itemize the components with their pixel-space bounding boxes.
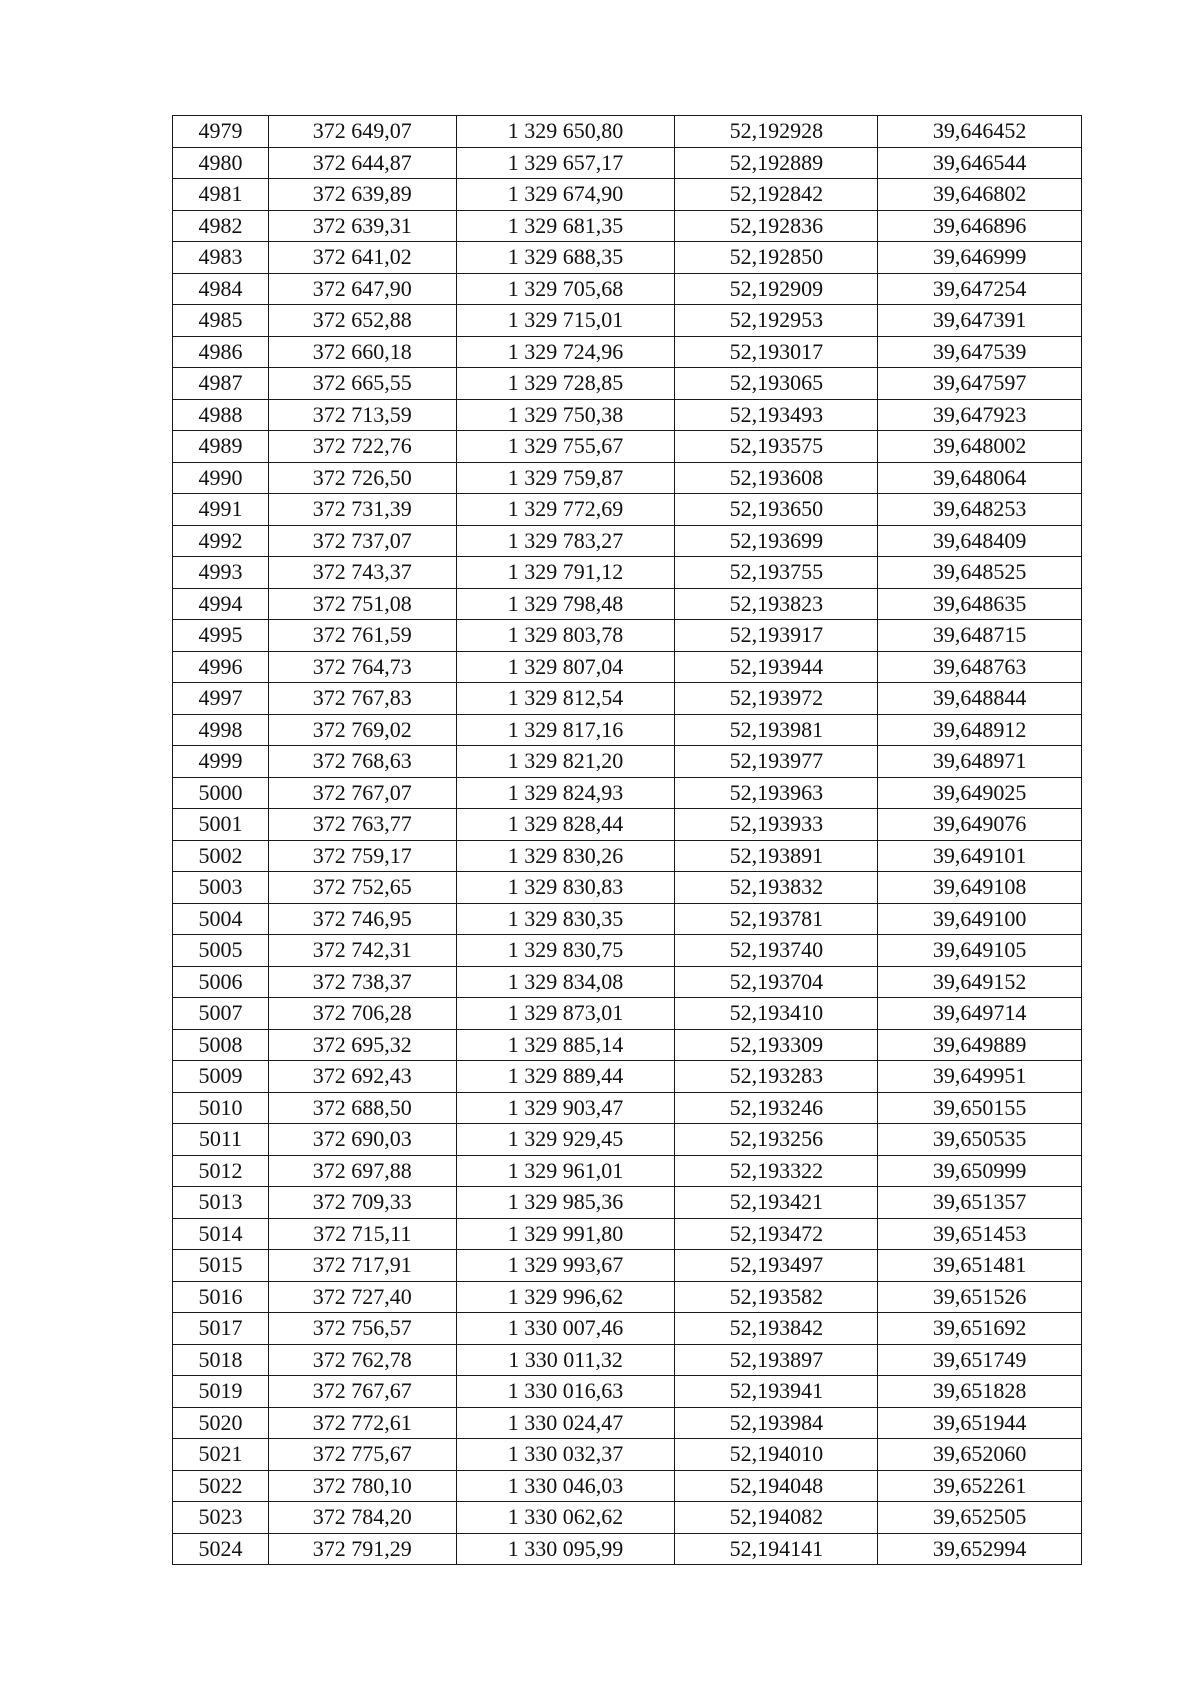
latitude-cell: 52,193897 [675, 1344, 878, 1376]
point-number-cell: 5015 [173, 1250, 269, 1282]
latitude-cell: 52,193699 [675, 525, 878, 557]
point-number-cell: 5011 [173, 1124, 269, 1156]
x-coordinate-cell: 372 784,20 [268, 1502, 456, 1534]
y-coordinate-cell: 1 329 705,68 [456, 273, 675, 305]
latitude-cell: 52,193322 [675, 1155, 878, 1187]
table-row [173, 462, 1082, 494]
x-coordinate-cell: 372 762,78 [268, 1344, 456, 1376]
latitude-cell: 52,193704 [675, 966, 878, 998]
longitude-cell: 39,647923 [878, 399, 1082, 431]
x-coordinate-cell: 372 697,88 [268, 1155, 456, 1187]
longitude-cell: 39,649100 [878, 903, 1082, 935]
point-number-cell: 4996 [173, 651, 269, 683]
latitude-cell: 52,193981 [675, 714, 878, 746]
x-coordinate-cell: 372 709,33 [268, 1187, 456, 1219]
x-coordinate-cell: 372 717,91 [268, 1250, 456, 1282]
point-number-cell: 5007 [173, 998, 269, 1030]
y-coordinate-cell: 1 329 991,80 [456, 1218, 675, 1250]
table-row [173, 651, 1082, 683]
x-coordinate-cell: 372 738,37 [268, 966, 456, 998]
y-coordinate-cell: 1 329 830,26 [456, 840, 675, 872]
y-coordinate-cell: 1 329 885,14 [456, 1029, 675, 1061]
x-coordinate-cell: 372 791,29 [268, 1533, 456, 1565]
longitude-cell: 39,651481 [878, 1250, 1082, 1282]
table-row [173, 809, 1082, 841]
latitude-cell: 52,193842 [675, 1313, 878, 1345]
point-number-cell: 5004 [173, 903, 269, 935]
longitude-cell: 39,651749 [878, 1344, 1082, 1376]
y-coordinate-cell: 1 329 759,87 [456, 462, 675, 494]
longitude-cell: 39,647539 [878, 336, 1082, 368]
latitude-cell: 52,193781 [675, 903, 878, 935]
x-coordinate-cell: 372 763,77 [268, 809, 456, 841]
longitude-cell: 39,649105 [878, 935, 1082, 967]
y-coordinate-cell: 1 329 817,16 [456, 714, 675, 746]
point-number-cell: 4980 [173, 147, 269, 179]
longitude-cell: 39,651944 [878, 1407, 1082, 1439]
table-row [173, 1187, 1082, 1219]
longitude-cell: 39,649152 [878, 966, 1082, 998]
point-number-cell: 5022 [173, 1470, 269, 1502]
latitude-cell: 52,193944 [675, 651, 878, 683]
longitude-cell: 39,652505 [878, 1502, 1082, 1534]
longitude-cell: 39,648635 [878, 588, 1082, 620]
latitude-cell: 52,193755 [675, 557, 878, 589]
table-row [173, 1344, 1082, 1376]
latitude-cell: 52,193256 [675, 1124, 878, 1156]
point-number-cell: 5019 [173, 1376, 269, 1408]
table-row [173, 1470, 1082, 1502]
point-number-cell: 4994 [173, 588, 269, 620]
table-row [173, 305, 1082, 337]
longitude-cell: 39,646544 [878, 147, 1082, 179]
table-row [173, 1313, 1082, 1345]
y-coordinate-cell: 1 329 830,35 [456, 903, 675, 935]
table-row [173, 588, 1082, 620]
y-coordinate-cell: 1 329 830,83 [456, 872, 675, 904]
longitude-cell: 39,651357 [878, 1187, 1082, 1219]
table-row [173, 746, 1082, 778]
table-row [173, 935, 1082, 967]
longitude-cell: 39,648971 [878, 746, 1082, 778]
latitude-cell: 52,193650 [675, 494, 878, 526]
y-coordinate-cell: 1 329 873,01 [456, 998, 675, 1030]
latitude-cell: 52,193309 [675, 1029, 878, 1061]
y-coordinate-cell: 1 330 016,63 [456, 1376, 675, 1408]
longitude-cell: 39,649951 [878, 1061, 1082, 1093]
table-row [173, 1155, 1082, 1187]
longitude-cell: 39,647597 [878, 368, 1082, 400]
point-number-cell: 5009 [173, 1061, 269, 1093]
point-number-cell: 4992 [173, 525, 269, 557]
longitude-cell: 39,649108 [878, 872, 1082, 904]
latitude-cell: 52,192928 [675, 116, 878, 148]
x-coordinate-cell: 372 639,31 [268, 210, 456, 242]
x-coordinate-cell: 372 743,37 [268, 557, 456, 589]
y-coordinate-cell: 1 329 650,80 [456, 116, 675, 148]
table-row [173, 1502, 1082, 1534]
latitude-cell: 52,193497 [675, 1250, 878, 1282]
x-coordinate-cell: 372 649,07 [268, 116, 456, 148]
point-number-cell: 5021 [173, 1439, 269, 1471]
latitude-cell: 52,193823 [675, 588, 878, 620]
x-coordinate-cell: 372 764,73 [268, 651, 456, 683]
y-coordinate-cell: 1 329 791,12 [456, 557, 675, 589]
point-number-cell: 5010 [173, 1092, 269, 1124]
y-coordinate-cell: 1 329 812,54 [456, 683, 675, 715]
point-number-cell: 5024 [173, 1533, 269, 1565]
y-coordinate-cell: 1 329 821,20 [456, 746, 675, 778]
x-coordinate-cell: 372 775,67 [268, 1439, 456, 1471]
point-number-cell: 4991 [173, 494, 269, 526]
latitude-cell: 52,192850 [675, 242, 878, 274]
point-number-cell: 5003 [173, 872, 269, 904]
point-number-cell: 4982 [173, 210, 269, 242]
y-coordinate-cell: 1 330 011,32 [456, 1344, 675, 1376]
latitude-cell: 52,192909 [675, 273, 878, 305]
point-number-cell: 5012 [173, 1155, 269, 1187]
point-number-cell: 4995 [173, 620, 269, 652]
x-coordinate-cell: 372 751,08 [268, 588, 456, 620]
x-coordinate-cell: 372 767,67 [268, 1376, 456, 1408]
y-coordinate-cell: 1 329 985,36 [456, 1187, 675, 1219]
y-coordinate-cell: 1 330 095,99 [456, 1533, 675, 1565]
point-number-cell: 5006 [173, 966, 269, 998]
x-coordinate-cell: 372 767,07 [268, 777, 456, 809]
point-number-cell: 5013 [173, 1187, 269, 1219]
longitude-cell: 39,648002 [878, 431, 1082, 463]
point-number-cell: 5016 [173, 1281, 269, 1313]
table-row [173, 1092, 1082, 1124]
longitude-cell: 39,651692 [878, 1313, 1082, 1345]
y-coordinate-cell: 1 330 062,62 [456, 1502, 675, 1534]
latitude-cell: 52,193246 [675, 1092, 878, 1124]
y-coordinate-cell: 1 330 024,47 [456, 1407, 675, 1439]
table-row [173, 1061, 1082, 1093]
latitude-cell: 52,193891 [675, 840, 878, 872]
longitude-cell: 39,648409 [878, 525, 1082, 557]
latitude-cell: 52,194010 [675, 1439, 878, 1471]
point-number-cell: 4993 [173, 557, 269, 589]
y-coordinate-cell: 1 329 674,90 [456, 179, 675, 211]
longitude-cell: 39,649714 [878, 998, 1082, 1030]
longitude-cell: 39,646452 [878, 116, 1082, 148]
table-row [173, 431, 1082, 463]
x-coordinate-cell: 372 641,02 [268, 242, 456, 274]
longitude-cell: 39,652060 [878, 1439, 1082, 1471]
point-number-cell: 5018 [173, 1344, 269, 1376]
x-coordinate-cell: 372 652,88 [268, 305, 456, 337]
x-coordinate-cell: 372 688,50 [268, 1092, 456, 1124]
table-row [173, 1218, 1082, 1250]
latitude-cell: 52,193941 [675, 1376, 878, 1408]
point-number-cell: 4986 [173, 336, 269, 368]
latitude-cell: 52,192953 [675, 305, 878, 337]
point-number-cell: 5017 [173, 1313, 269, 1345]
y-coordinate-cell: 1 329 755,67 [456, 431, 675, 463]
table-row [173, 116, 1082, 148]
x-coordinate-cell: 372 727,40 [268, 1281, 456, 1313]
table-row [173, 525, 1082, 557]
x-coordinate-cell: 372 742,31 [268, 935, 456, 967]
x-coordinate-cell: 372 647,90 [268, 273, 456, 305]
y-coordinate-cell: 1 329 728,85 [456, 368, 675, 400]
longitude-cell: 39,652994 [878, 1533, 1082, 1565]
y-coordinate-cell: 1 329 783,27 [456, 525, 675, 557]
longitude-cell: 39,646999 [878, 242, 1082, 274]
y-coordinate-cell: 1 329 657,17 [456, 147, 675, 179]
table-row [173, 903, 1082, 935]
longitude-cell: 39,649889 [878, 1029, 1082, 1061]
point-number-cell: 5002 [173, 840, 269, 872]
table-row [173, 1407, 1082, 1439]
x-coordinate-cell: 372 772,61 [268, 1407, 456, 1439]
table-row [173, 242, 1082, 274]
table-row [173, 777, 1082, 809]
coordinates-table-body [173, 116, 1082, 1565]
point-number-cell: 5008 [173, 1029, 269, 1061]
point-number-cell: 5000 [173, 777, 269, 809]
longitude-cell: 39,648715 [878, 620, 1082, 652]
table-row [173, 714, 1082, 746]
x-coordinate-cell: 372 761,59 [268, 620, 456, 652]
table-row [173, 147, 1082, 179]
y-coordinate-cell: 1 329 772,69 [456, 494, 675, 526]
table-row [173, 494, 1082, 526]
y-coordinate-cell: 1 329 903,47 [456, 1092, 675, 1124]
latitude-cell: 52,193740 [675, 935, 878, 967]
longitude-cell: 39,652261 [878, 1470, 1082, 1502]
table-row [173, 683, 1082, 715]
point-number-cell: 4988 [173, 399, 269, 431]
table-row [173, 273, 1082, 305]
y-coordinate-cell: 1 329 807,04 [456, 651, 675, 683]
x-coordinate-cell: 372 695,32 [268, 1029, 456, 1061]
longitude-cell: 39,649101 [878, 840, 1082, 872]
table-row [173, 998, 1082, 1030]
y-coordinate-cell: 1 329 803,78 [456, 620, 675, 652]
y-coordinate-cell: 1 329 798,48 [456, 588, 675, 620]
y-coordinate-cell: 1 329 750,38 [456, 399, 675, 431]
latitude-cell: 52,193065 [675, 368, 878, 400]
y-coordinate-cell: 1 329 834,08 [456, 966, 675, 998]
x-coordinate-cell: 372 769,02 [268, 714, 456, 746]
longitude-cell: 39,650535 [878, 1124, 1082, 1156]
point-number-cell: 5020 [173, 1407, 269, 1439]
latitude-cell: 52,193493 [675, 399, 878, 431]
point-number-cell: 4983 [173, 242, 269, 274]
table-row [173, 1376, 1082, 1408]
longitude-cell: 39,648763 [878, 651, 1082, 683]
point-number-cell: 4989 [173, 431, 269, 463]
x-coordinate-cell: 372 731,39 [268, 494, 456, 526]
x-coordinate-cell: 372 639,89 [268, 179, 456, 211]
y-coordinate-cell: 1 329 681,35 [456, 210, 675, 242]
longitude-cell: 39,648912 [878, 714, 1082, 746]
longitude-cell: 39,650155 [878, 1092, 1082, 1124]
y-coordinate-cell: 1 330 046,03 [456, 1470, 675, 1502]
point-number-cell: 5001 [173, 809, 269, 841]
latitude-cell: 52,193977 [675, 746, 878, 778]
y-coordinate-cell: 1 329 929,45 [456, 1124, 675, 1156]
table-row [173, 840, 1082, 872]
latitude-cell: 52,193933 [675, 809, 878, 841]
longitude-cell: 39,646896 [878, 210, 1082, 242]
point-number-cell: 4987 [173, 368, 269, 400]
y-coordinate-cell: 1 329 889,44 [456, 1061, 675, 1093]
y-coordinate-cell: 1 329 715,01 [456, 305, 675, 337]
x-coordinate-cell: 372 706,28 [268, 998, 456, 1030]
x-coordinate-cell: 372 726,50 [268, 462, 456, 494]
x-coordinate-cell: 372 756,57 [268, 1313, 456, 1345]
point-number-cell: 4979 [173, 116, 269, 148]
y-coordinate-cell: 1 329 961,01 [456, 1155, 675, 1187]
latitude-cell: 52,192889 [675, 147, 878, 179]
point-number-cell: 5014 [173, 1218, 269, 1250]
longitude-cell: 39,651453 [878, 1218, 1082, 1250]
longitude-cell: 39,648844 [878, 683, 1082, 715]
x-coordinate-cell: 372 722,76 [268, 431, 456, 463]
point-number-cell: 4981 [173, 179, 269, 211]
longitude-cell: 39,648253 [878, 494, 1082, 526]
point-number-cell: 5023 [173, 1502, 269, 1534]
latitude-cell: 52,193472 [675, 1218, 878, 1250]
point-number-cell: 4990 [173, 462, 269, 494]
table-row [173, 557, 1082, 589]
table-row [173, 399, 1082, 431]
latitude-cell: 52,194048 [675, 1470, 878, 1502]
latitude-cell: 52,193283 [675, 1061, 878, 1093]
table-row [173, 1281, 1082, 1313]
latitude-cell: 52,193984 [675, 1407, 878, 1439]
point-number-cell: 4999 [173, 746, 269, 778]
latitude-cell: 52,193582 [675, 1281, 878, 1313]
table-row [173, 1124, 1082, 1156]
point-number-cell: 4997 [173, 683, 269, 715]
table-row [173, 336, 1082, 368]
y-coordinate-cell: 1 329 824,93 [456, 777, 675, 809]
longitude-cell: 39,651526 [878, 1281, 1082, 1313]
x-coordinate-cell: 372 737,07 [268, 525, 456, 557]
longitude-cell: 39,650999 [878, 1155, 1082, 1187]
table-row [173, 872, 1082, 904]
y-coordinate-cell: 1 329 828,44 [456, 809, 675, 841]
latitude-cell: 52,193963 [675, 777, 878, 809]
longitude-cell: 39,647254 [878, 273, 1082, 305]
table-row [173, 368, 1082, 400]
point-number-cell: 4984 [173, 273, 269, 305]
table-row [173, 179, 1082, 211]
latitude-cell: 52,193575 [675, 431, 878, 463]
longitude-cell: 39,648525 [878, 557, 1082, 589]
latitude-cell: 52,193410 [675, 998, 878, 1030]
latitude-cell: 52,194082 [675, 1502, 878, 1534]
y-coordinate-cell: 1 329 688,35 [456, 242, 675, 274]
table-row [173, 1250, 1082, 1282]
x-coordinate-cell: 372 715,11 [268, 1218, 456, 1250]
latitude-cell: 52,193832 [675, 872, 878, 904]
x-coordinate-cell: 372 780,10 [268, 1470, 456, 1502]
x-coordinate-cell: 372 660,18 [268, 336, 456, 368]
y-coordinate-cell: 1 329 724,96 [456, 336, 675, 368]
longitude-cell: 39,649025 [878, 777, 1082, 809]
table-row [173, 1029, 1082, 1061]
y-coordinate-cell: 1 329 996,62 [456, 1281, 675, 1313]
x-coordinate-cell: 372 690,03 [268, 1124, 456, 1156]
y-coordinate-cell: 1 330 007,46 [456, 1313, 675, 1345]
x-coordinate-cell: 372 752,65 [268, 872, 456, 904]
coordinates-table [172, 115, 1082, 1565]
table-row [173, 1439, 1082, 1471]
latitude-cell: 52,193608 [675, 462, 878, 494]
point-number-cell: 4998 [173, 714, 269, 746]
x-coordinate-cell: 372 767,83 [268, 683, 456, 715]
longitude-cell: 39,648064 [878, 462, 1082, 494]
latitude-cell: 52,193421 [675, 1187, 878, 1219]
longitude-cell: 39,646802 [878, 179, 1082, 211]
point-number-cell: 4985 [173, 305, 269, 337]
latitude-cell: 52,193017 [675, 336, 878, 368]
x-coordinate-cell: 372 692,43 [268, 1061, 456, 1093]
y-coordinate-cell: 1 329 993,67 [456, 1250, 675, 1282]
longitude-cell: 39,649076 [878, 809, 1082, 841]
latitude-cell: 52,192836 [675, 210, 878, 242]
x-coordinate-cell: 372 665,55 [268, 368, 456, 400]
point-number-cell: 5005 [173, 935, 269, 967]
x-coordinate-cell: 372 644,87 [268, 147, 456, 179]
latitude-cell: 52,194141 [675, 1533, 878, 1565]
latitude-cell: 52,193972 [675, 683, 878, 715]
table-row [173, 1533, 1082, 1565]
x-coordinate-cell: 372 768,63 [268, 746, 456, 778]
x-coordinate-cell: 372 746,95 [268, 903, 456, 935]
table-row [173, 620, 1082, 652]
longitude-cell: 39,647391 [878, 305, 1082, 337]
x-coordinate-cell: 372 713,59 [268, 399, 456, 431]
table-row [173, 210, 1082, 242]
latitude-cell: 52,193917 [675, 620, 878, 652]
longitude-cell: 39,651828 [878, 1376, 1082, 1408]
y-coordinate-cell: 1 329 830,75 [456, 935, 675, 967]
x-coordinate-cell: 372 759,17 [268, 840, 456, 872]
table-row [173, 966, 1082, 998]
y-coordinate-cell: 1 330 032,37 [456, 1439, 675, 1471]
latitude-cell: 52,192842 [675, 179, 878, 211]
